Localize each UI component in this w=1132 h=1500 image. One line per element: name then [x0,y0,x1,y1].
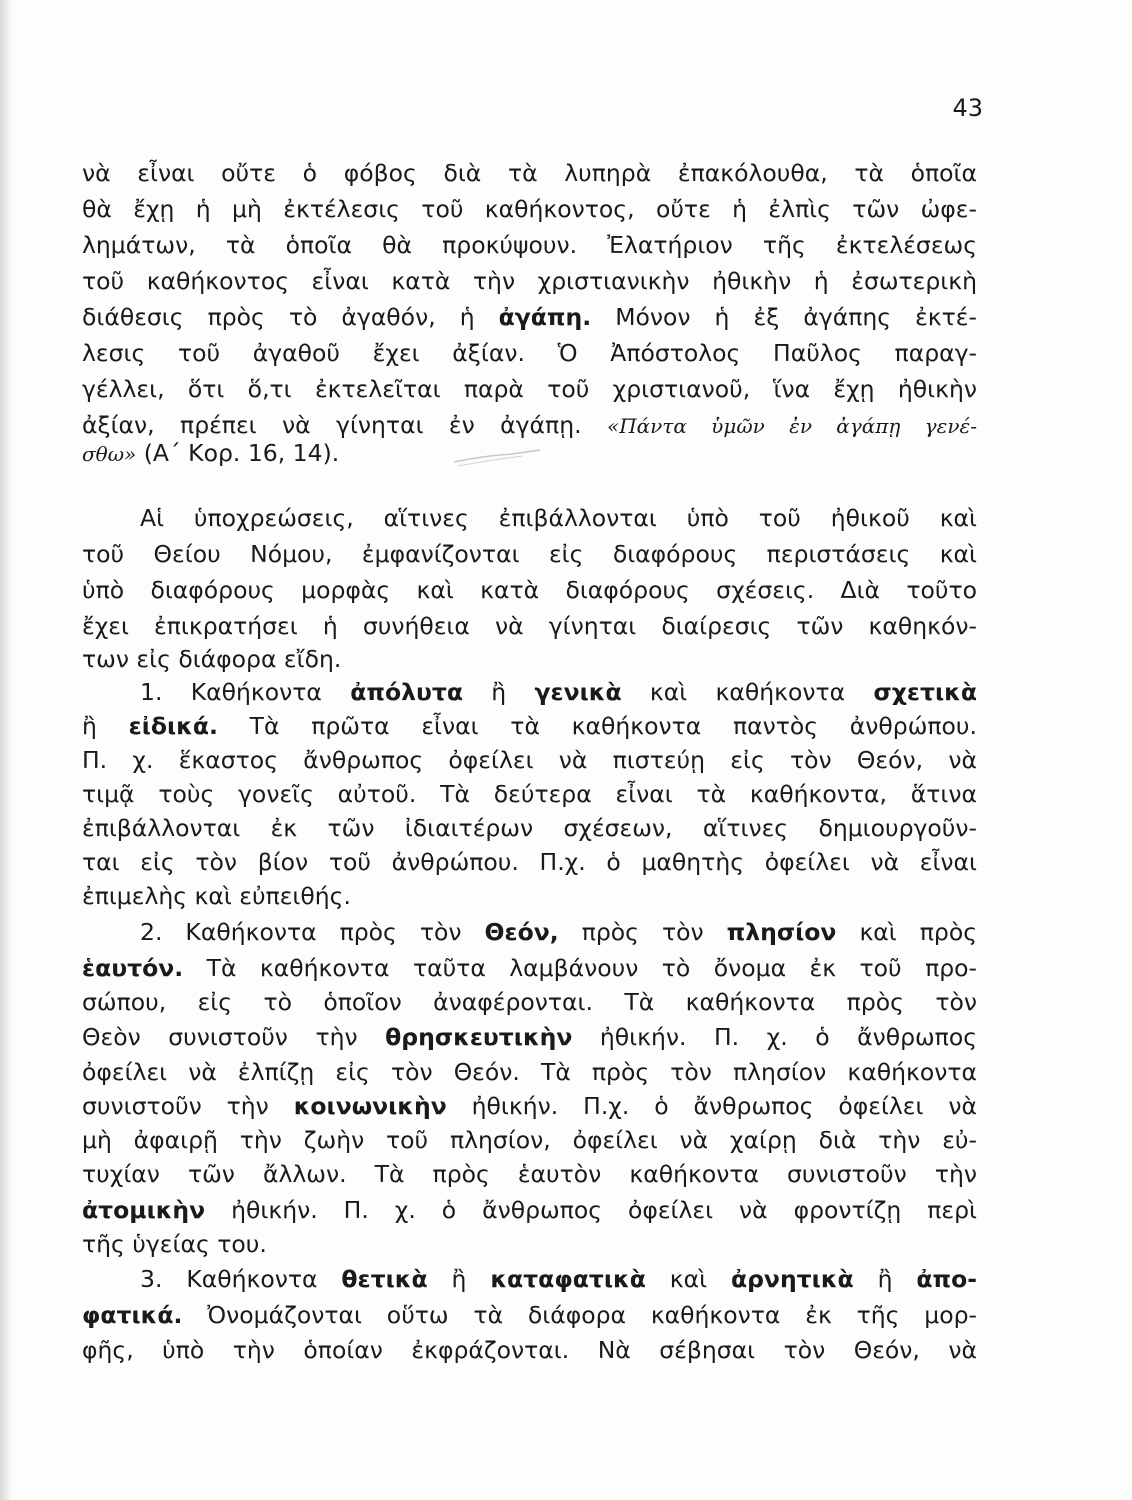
text-line: Θεὸν συνιστοῦν τὴν θρησκευτικὴν ἠθικήν. Π. χ. ὁ ἄνθρωπος [82,1023,977,1051]
text-line: ἑαυτόν. Τὰ καθήκοντα ταῦτα λαμβάνουν τὸ ὄνομα ἐκ τοῦ προ- [82,954,977,982]
list-item-heading: 1. Καθήκοντα ἀπόλυτα ἢ γενικὰ καὶ καθήκοντα σχετικὰ [140,678,977,706]
text-line: ὑπὸ διαφόρους μορφὰς καὶ κατὰ διαφόρους σχέσεις. Διὰ τοῦτο [82,576,977,604]
text-line: τιμᾷ τοὺς γονεῖς αὐτοῦ. Τὰ δεύτερα εἶναι τὰ καθήκοντα, ἅτινα [82,780,977,808]
bold-term: θρησκευτικὴν [385,1023,573,1051]
list-item-heading: 2. Καθήκοντα πρὸς τὸν Θεόν, πρὸς τὸν πλησίον καὶ πρὸς [140,918,977,946]
bold-term: ἀπόλυτα [350,678,463,706]
text-line: ἀξίαν, πρέπει νὰ γίνηται ἐν ἀγάπῃ. «Πάντα ὑμῶν ἐν ἀγάπῃ γενέ- [82,411,977,439]
text-line: μὴ ἀφαιρῇ τὴν ζωὴν τοῦ πλησίον, ὀφείλει νὰ χαίρῃ διὰ τὴν εὐ- [82,1126,977,1154]
text-line: Αἱ ὑποχρεώσεις, αἵτινες ἐπιβάλλονται ὑπὸ τοῦ ἠθικοῦ καὶ [140,504,977,532]
text-line: ται εἰς τὸν βίον τοῦ ἀνθρώπου. Π.χ. ὁ μαθητὴς ὀφείλει νὰ εἶναι [82,848,977,876]
text-line: συνιστοῦν τὴν κοινωνικὴν ἠθικήν. Π.χ. ὁ ἄνθρωπος ὀφείλει νὰ [82,1092,977,1120]
list-item-heading: 3. Καθήκοντα θετικὰ ἢ καταφατικὰ καὶ ἀρνητικὰ ἢ ἀπο- [140,1265,977,1293]
bold-term: φατικά. [82,1301,183,1329]
text-line: τοῦ καθήκοντος εἶναι κατὰ τὴν χριστιανικὴν ἠθικὴν ἡ ἐσωτερικὴ [82,267,977,295]
page-binding-shadow [0,0,12,1500]
quotation: «Πάντα ὑμῶν ἐν ἀγάπῃ γενέ- [606,414,977,438]
text-line: λεσις τοῦ ἀγαθοῦ ἔχει ἀξίαν. Ὁ Ἀπόστολος Παῦλος παραγ- [82,339,977,367]
text-line: ὀφείλει νὰ ἐλπίζῃ εἰς τὸν Θεόν. Τὰ πρὸς τὸν πλησίον καθήκοντα [82,1058,977,1086]
text-line: τοῦ Θείου Νόμου, ἐμφανίζονται εἰς διαφόρους περιστάσεις καὶ [82,540,977,568]
text-line: ἔχει ἐπικρατήσει ἡ συνήθεια νὰ γίνηται διαίρεσις τῶν καθηκόν- [82,612,977,640]
text-line: ἐπιβάλλονται ἐκ τῶν ἰδιαιτέρων σχέσεων, αἵτινες δημιουργοῦν- [82,814,977,842]
text-line: γέλλει, ὅτι ὅ,τι ἐκτελεῖται παρὰ τοῦ χριστιανοῦ, ἵνα ἔχῃ ἠθικὴν [82,375,977,403]
bold-term: καταφατικὰ [490,1265,646,1293]
bold-term: ἑαυτόν. [82,954,184,982]
page-number: 43 [952,94,983,122]
pencil-mark [452,446,542,476]
quotation: σθω» [82,442,137,466]
text-line: νὰ εἶναι οὔτε ὁ φόβος διὰ τὰ λυπηρὰ ἐπακόλουθα, τὰ ὁποῖα [82,159,977,187]
bold-term: θετικὰ [341,1265,428,1293]
bold-term: σχετικὰ [873,678,977,706]
text-line: σώπου, εἰς τὸ ὁποῖον ἀναφέρονται. Τὰ καθήκοντα πρὸς τὸν [82,988,977,1016]
text-line: ἀτομικὴν ἠθικήν. Π. χ. ὁ ἄνθρωπος ὀφείλει νὰ φροντίζῃ περὶ [82,1196,977,1224]
text-line: φῆς, ὑπὸ τὴν ὁποίαν ἐκφράζονται. Νὰ σέβησαι τὸν Θεόν, νὰ [82,1336,977,1364]
bold-term: πλησίον [726,918,837,946]
bold-term: γενικὰ [534,678,622,706]
text-line: φατικά. Ὀνομάζονται οὕτω τὰ διάφορα καθήκοντα ἐκ τῆς μορ- [82,1301,977,1329]
text-line: σθω» (Α΄ Κορ. 16, 14). [82,439,340,467]
bold-term: Θεόν, [484,918,559,946]
text-line: των εἰς διάφορα εἴδη. [82,645,342,673]
bold-term: ἀπο- [916,1265,977,1293]
bold-term: ἀρνητικὰ [730,1265,854,1293]
text-line: διάθεσις πρὸς τὸ ἀγαθόν, ἡ ἀγάπη. Μόνον ἡ ἐξ ἀγάπης ἐκτέ- [82,303,977,331]
bold-term: ἀγάπη. [498,303,592,331]
text-line: ἢ εἰδικά. Τὰ πρῶτα εἶναι τὰ καθήκοντα παντὸς ἀνθρώπου. [82,712,977,740]
text-line: τῆς ὑγείας του. [82,1230,267,1258]
bold-term: ἀτομικὴν [82,1196,206,1224]
text-line: Π. χ. ἕκαστος ἄνθρωπος ὀφείλει νὰ πιστεύῃ εἰς τὸν Θεόν, νὰ [82,746,977,774]
bold-term: εἰδικά. [128,712,218,740]
text-line: ἐπιμελὴς καὶ εὐπειθής. [82,882,351,910]
bold-term: κοινωνικὴν [293,1092,447,1120]
text-line: τυχίαν τῶν ἄλλων. Τὰ πρὸς ἑαυτὸν καθήκοντα συνιστοῦν τὴν [82,1160,977,1188]
text-line: λημάτων, τὰ ὁποῖα θὰ προκύψουν. Ἐλατήριον τῆς ἐκτελέσεως [82,231,977,259]
text-line: θὰ ἔχῃ ἡ μὴ ἐκτέλεσις τοῦ καθήκοντος, οὔτε ἡ ἐλπὶς τῶν ὠφε- [82,195,977,223]
